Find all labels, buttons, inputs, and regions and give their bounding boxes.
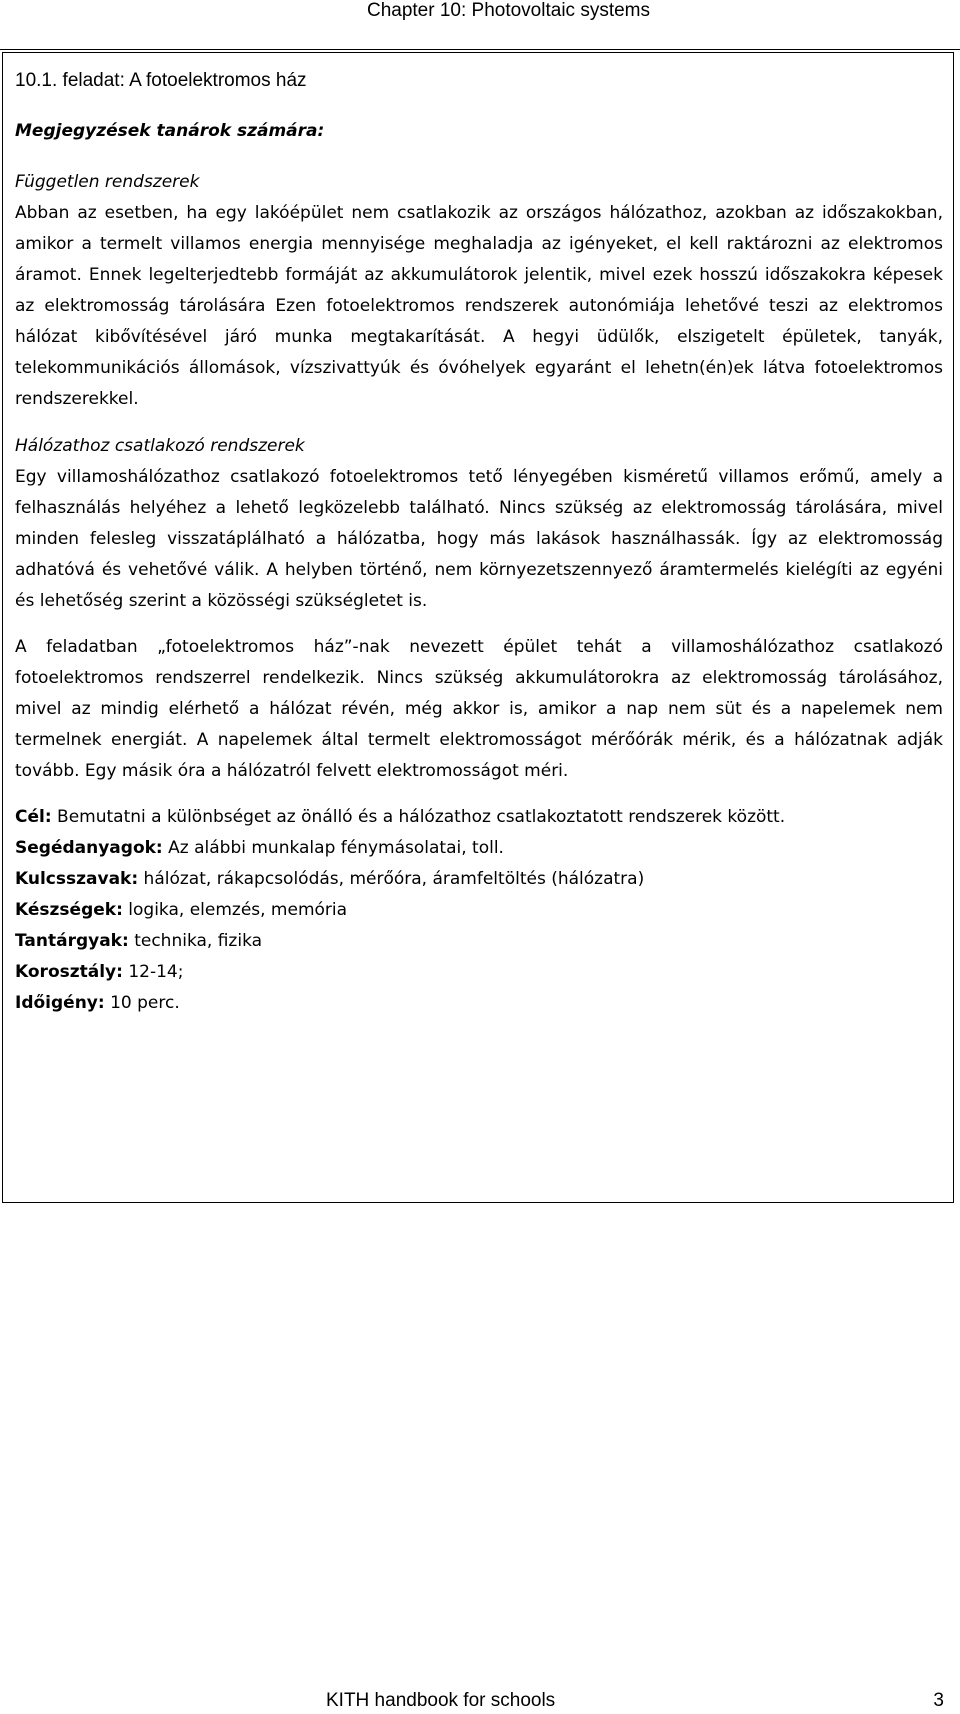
footer-text: KITH handbook for schools [326, 1690, 556, 1711]
meta-subjects [15, 926, 943, 957]
meta-materials-label: Segédanyagok: [15, 838, 163, 858]
meta-materials-value: Az alábbi munkalap fénymásolatai, toll. [162, 838, 504, 858]
meta-goal-value: Bemutatni a különbséget az önálló és a hálózathoz csatlakoztatott rendszerek között. [51, 807, 786, 827]
meta-skills-label: Készségek: [15, 900, 123, 920]
meta-age [15, 957, 943, 988]
meta-subjects-value: technika, fizika [128, 931, 263, 951]
meta-time [15, 988, 943, 1019]
meta-subjects-label: Tantárgyak: [15, 931, 129, 951]
meta-keywords-label: Kulcsszavak: [15, 869, 139, 889]
section-heading-standalone: Független rendszerek [15, 172, 200, 192]
task-metadata [15, 802, 943, 1019]
page-number: 3 [933, 1690, 944, 1711]
meta-keywords-value: hálózat, rákapcsolódás, mérőóra, áramfeltöltés (hálózatra) [138, 869, 645, 889]
meta-time-label: Időigény: [15, 993, 105, 1013]
chapter-title: Chapter 10: Photovoltaic systems [366, 0, 650, 21]
teacher-notes-box [2, 52, 954, 1203]
paragraph-task: A feladatban „fotoelektromos ház”-nak nevezett épület tehát a villamoshálózathoz csatlakozó fotoelektromos rendszerrel rendelkezik. Nincs szükség akkumulátorokra az elektromosság tárolásához, mivel az mindig elérhető a hálózat révén, még akkor is, amikor a nap nem süt és a napelemek nem termelnek energiát. A napelemek által termelt elektromosságot mérőórák mérik, és a hálózatnak adják tovább. Egy másik óra a hálózatról felvett elektromosságot méri. [15, 637, 943, 781]
paragraph-grid: Egy villamoshálózathoz csatlakozó fotoelektromos tető lényegében kisméretű villamos erőmű, amely a felhasználás helyéhez a lehető legközelebb található. Nincs szükség az elektromosság tárolására, mivel minden felesleg visszatáplálható a hálózatba, hogy más lakások használhassák. Így az elektromosság adhatóvá és vehetővé válik. A helyben történő, nem környezetszennyező áramtermelés kielégíti az egyéni és lehetőség szerint a közösségi szükségletet is. [15, 467, 943, 611]
meta-goal [15, 802, 943, 833]
meta-goal-label: Cél: [15, 807, 52, 827]
task-title: 10.1. feladat: A fotoelektromos ház [15, 70, 307, 91]
meta-skills [15, 895, 943, 926]
meta-time-value: 10 perc. [104, 993, 180, 1013]
meta-age-label: Korosztály: [15, 962, 123, 982]
section-heading-grid: Hálózathoz csatlakozó rendszerek [15, 436, 305, 456]
page-footer [0, 1690, 960, 1714]
page-header [0, 0, 960, 50]
meta-keywords [15, 864, 943, 895]
meta-age-value: 12-14; [122, 962, 184, 982]
meta-materials [15, 833, 943, 864]
paragraph-standalone: Abban az esetben, ha egy lakóépület nem csatlakozik az országos hálózathoz, azokban az időszakokban, amikor a termelt villamos energia mennyisége meghaladja az igényeket, el kell raktározni az elektromos áramot. Ennek legelterjedtebb formáját az akkumulátorok jelentik, mivel ezek hosszú időszakokra képesek az elektromosság tárolására Ezen fotoelektromos rendszerek autonómiája lehetővé teszi az elektromos hálózat kibővítésével járó munka megtakarítását. A hegyi üdülők, elszigetelt épületek, tanyák, telekommunikációs állomások, vízszivattyúk és óvóhelyek egyaránt el lehetn(én)ek látva fotoelektromos rendszerekkel. [15, 203, 943, 409]
notes-heading: Megjegyzések tanárok számára: [15, 121, 325, 141]
meta-skills-value: logika, elemzés, memória [122, 900, 348, 920]
